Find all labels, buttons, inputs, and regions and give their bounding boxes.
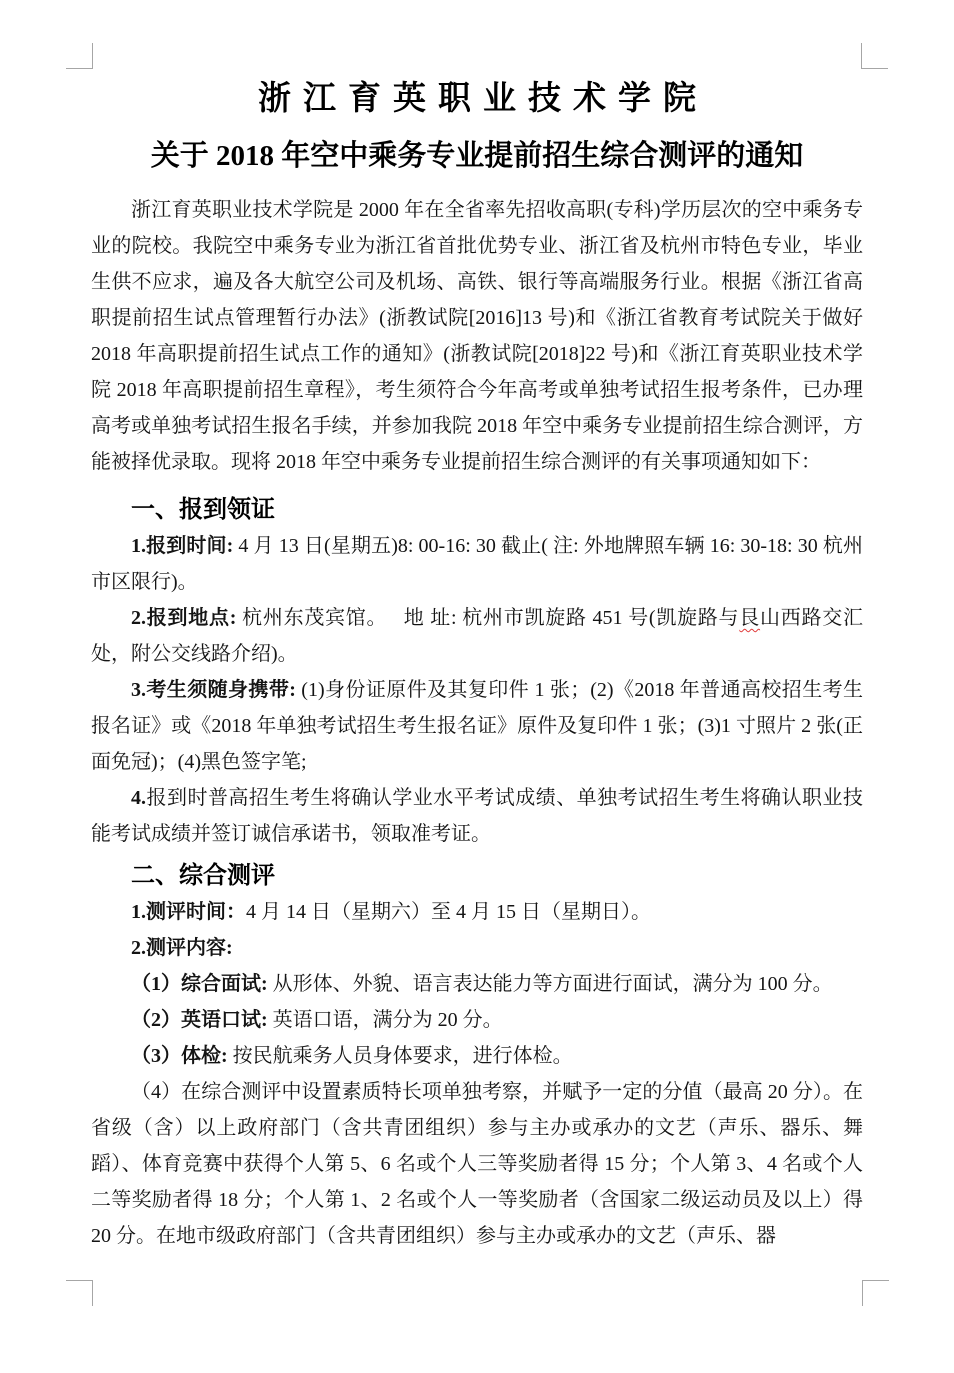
item-label: 2.报到地点: xyxy=(131,607,237,629)
item-label: 2.测评内容: xyxy=(131,937,233,959)
special-talent-item xyxy=(91,1074,863,1254)
item-label: （3）体检: xyxy=(131,1045,228,1067)
score-confirmation-item xyxy=(91,780,863,852)
item-label: 1.报到时间: xyxy=(131,535,234,557)
crop-mark-top-right-icon xyxy=(861,43,888,69)
interview-item xyxy=(91,966,863,1002)
required-documents-item xyxy=(91,672,863,780)
item-text: 英语口语，满分为 20 分。 xyxy=(267,1009,503,1031)
doc-subtitle: 关于 2018 年空中乘务专业提前招生综合测评的通知 xyxy=(150,140,804,172)
english-oral-item xyxy=(91,1002,863,1038)
item-text: 从形体、外貌、语言表达能力等方面进行面试，满分为 100 分。 xyxy=(267,973,833,995)
section-2-heading: 二、综合测评 xyxy=(131,861,275,889)
item-label: 3.考生须随身携带: xyxy=(131,679,296,701)
item-text: 4 月 14 日（星期六）至 4 月 15 日（星期日）。 xyxy=(246,901,651,923)
item-label: （4） xyxy=(131,1081,182,1103)
item-text: 杭州东茂宾馆。 地 址: 杭州市凯旋路 451 号(凯旋路与 xyxy=(236,607,740,629)
item-text: 按民航乘务人员身体要求，进行体检。 xyxy=(227,1045,573,1067)
item-label: （2）英语口试: xyxy=(131,1009,268,1031)
report-time-item xyxy=(91,528,863,600)
crop-mark-bottom-left-icon xyxy=(66,1280,93,1306)
item-text: 报到时普高招生考生将确认学业水平考试成绩、单独考试招生考生将确认职业技能考试成绩并签订诚信承诺书，领取准考证。 xyxy=(91,787,863,845)
item-label: 1.测评时间： xyxy=(131,901,246,923)
crop-mark-bottom-right-icon xyxy=(862,1280,889,1306)
item-text: 山西路交汇处，附公交线路介绍)。 xyxy=(91,607,864,665)
report-location-item xyxy=(91,600,863,672)
item-text: 4 月 13 日(星期五)8: 00-16: 30 截止( 注: 外地牌照车辆 16: 30-18: 30 杭州市区限行)。 xyxy=(91,535,863,593)
intro-paragraph: 浙江育英职业技术学院是 2000 年在全省率先招收高职(专科)学历层次的空中乘务专业的院校。我院空中乘务专业为浙江省首批优势专业、浙江省及杭州市特色专业，毕业生供不应求，遍及各大航空公司及机场、高铁、银行等高端服务行业。根据《浙江省高职提前招生试点管理暂行办法》(浙教试院[2016]13 号)和《浙江省教育考试院关于做好 2018 年高职提前招生试点工作的通知》(浙教试院[2018]22 号)和《浙江育英职业技术学院 2018 年高职提前招生章程》，考生须符合今年高考或单独考试招生报考条件，已办理高考或单独考试招生报名手续，并参加我院 2018 年空中乘务专业提前招生综合测评，方能被择优录取。现将 2018 年空中乘务专业提前招生综合测评的有关事项通知如下： xyxy=(91,199,863,473)
item-label: （1）综合面试: xyxy=(131,973,268,995)
item-text: 在综合测评中设置素质特长项单独考察，并赋予一定的分值（最高 20 分）。在省级（含）以上政府部门（含共青团组织）参与主办或承办的文艺（声乐、器乐、舞蹈）、体育竞赛中获得个人第 5、6 名或个人三等奖励者得 15 分；个人第 3、4 名或个人二等奖励者得 18 分；个人第 1、2 名或个人一等奖励者（含国家二级运动员及以上）得 20 分。在地市级政府部门（含共青团组织）参与主办或承办的文艺（声乐、器 xyxy=(91,1081,864,1247)
evaluation-content-item xyxy=(91,930,863,966)
physical-exam-item xyxy=(91,1038,863,1074)
document-content xyxy=(91,0,863,1254)
doc-title: 浙江育英职业技术学院 xyxy=(258,81,708,117)
item-label: 4. xyxy=(131,787,146,809)
section-1-heading: 一、报到领证 xyxy=(131,495,275,523)
evaluation-time-item xyxy=(91,894,863,930)
crop-mark-top-left-icon xyxy=(66,43,93,69)
spellcheck-flagged-text: 艮 xyxy=(739,607,761,629)
item-text: (1)身份证原件及其复印件 1 张；(2)《2018 年普通高校招生考生报名证》或《2018 年单独考试招生考生报名证》原件及复印件 1 张；(3)1 寸照片 2 张(正面免冠)；(4)黑色签字笔; xyxy=(91,679,863,773)
